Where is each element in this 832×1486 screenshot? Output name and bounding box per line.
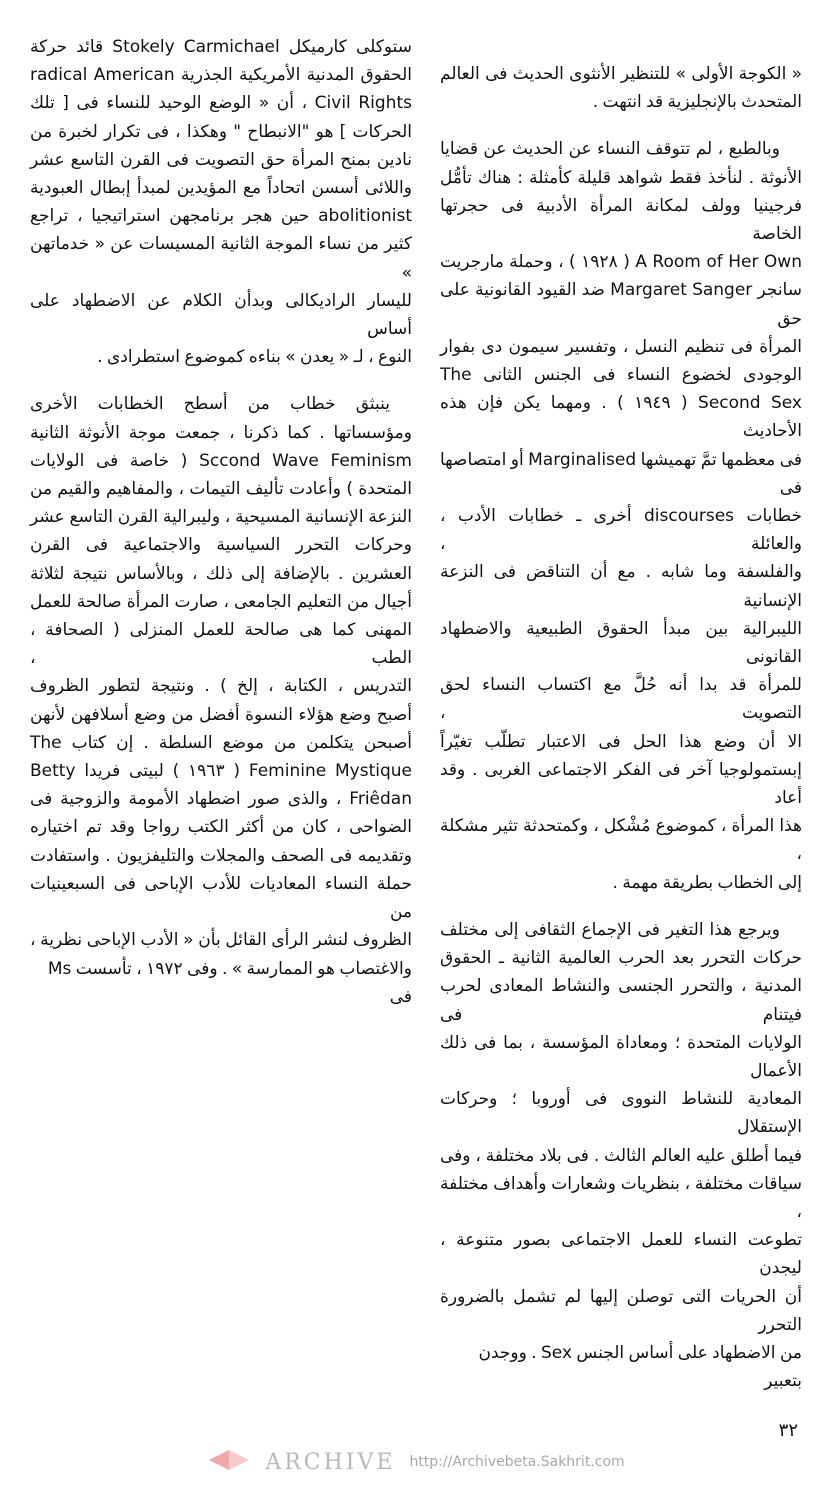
right-column [440,60,802,1414]
text-line: المعادية للنشاط النووى فى أوروبا ؛ وحركات الإستقلال [440,1089,802,1138]
text-line: هذا المرأة ، كموضوع مُشْكل ، وكمتحدثة تثير مشكلة ، [440,816,802,865]
text-line: لليسار الراديكالى وبدأن الكلام عن الاضطهاد على أساس [30,290,412,340]
text-line: المرأة فى تنظيم النسل ، وتفسير سيمون دى بفوار [440,336,802,357]
text-line: الا أن وضع هذا الحل فى الاعتبار تطلّب تغيّراً [440,731,802,752]
text-line: وبالطبع ، لم تتوقف النساء عن الحديث عن قضايا [440,139,780,160]
text-line: سياقات مختلفة ، بنظريات وشعارات وأهداف مختلفة ، [440,1173,802,1222]
text-line: ويرجع هذا التغير فى الإجماع الثقافى إلى مختلف [440,919,780,940]
paragraph [440,916,802,1395]
text-line: الظروف لنشر الرأى القائل بأن « الأدب الإباحى نظرية ، [30,930,412,951]
text-line: الحركات ] هو "الانبطاح " وهكذا ، فى تكرار لخبرة من [30,121,412,142]
text-line: فيما أطلق عليه العالم الثالث . فى بلاد مختلفة ، وفى [440,1145,802,1166]
text-line: الوجودى لخضوع النساء فى الجنس الثانى The [440,365,802,386]
text-line: الضواحى ، كان من أكثر الكتب رواجا وقد تم اختياره [30,817,412,838]
text-line: فى معظمها تمَّ تهميشها Marginalised أو امتصاصها فى [440,449,802,498]
paragraph [440,135,802,896]
text-line: abolitionist حين هجر برنامجهن استراتيجيا ، تراجع [30,206,412,227]
text-line: الحقوق المدنية الأمريكية الجذرية radical American [30,65,412,86]
text-line: الأنوثة . لنأخذ فقط شواهد قليلة كأمثلة : هناك تأمُّل [440,167,802,188]
paragraph [440,60,802,116]
text-line: فرجينيا وولف لمكانة المرأة الأدبية فى حجرتها الخاصة [440,195,802,245]
text-line: Friêdan ، والذى صور اضطهاد الأمومة والزوجية فى [30,789,412,810]
page-number: ٣٢ [778,1420,798,1442]
text-line: من الاضطهاد على أساس الجنس Sex . ووجدن بتعبير [478,1342,802,1392]
text-line: العشرين . بالإضافة إلى ذلك ، وبالأساس نتيجة لثلاثة [30,563,412,584]
text-line: A Room of Her Own ( ١٩٢٨ ) ، وحملة مارجريت [440,252,802,273]
text-line: أجيال من التعليم الجامعى ، صارت المرأة صالحة للعمل [30,591,412,612]
text-line: المدنية ، والتحرر الجنسى والنشاط المعادى لحرب فيتنام فى [440,976,802,1025]
text-line: التدريس ، الكتابة ، إلخ ) . ونتيجة لتطور الظروف [30,676,412,697]
text-line: خطابات discourses أخرى ـ خطابات الأدب ، والعائلة ، [440,506,803,555]
text-line: النوع ، لـ « يعدن » بناءه كموضوع استطرادى . [97,347,412,368]
text-line: المتحدث بالإنجليزية قد انتهت . [592,92,802,113]
paragraph [30,33,412,371]
text-line: « الكوجة الأولى » للتنظير الأنثوى الحديث فى العالم [440,64,802,84]
text-line: والاغتصاب هو الممارسة » . وفى ١٩٧٢ ، تأسست Ms فى [47,958,412,1007]
text-line: Feminine Mystique ( ١٩٦٣ ) لبيتى فريدا Betty [30,761,412,782]
text-line: المهنى كما هى صالحة للعمل المنزلى ( الصحافة ، الطب ، [30,620,412,669]
text-line: وحركات التحرر السياسية والاجتماعية فى القرن [30,535,412,556]
text-line: الولايات المتحدة ؛ ومعاداة المؤسسة ، بما فى ذلك الأعمال [440,1032,802,1081]
text-line: إلى الخطاب بطريقة مهمة . [612,872,802,893]
paragraph [30,390,412,1010]
text-line: Second Sex ( ١٩٤٩ ) . ومهما يكن فإن هذه الأحاديث [440,393,802,442]
text-line: ومؤسساتها . كما ذكرنا ، جمعت موجة الأنوثة الثانية [30,422,412,443]
text-line: النزعة الإنسانية المسيحية ، وليبرالية القرن التاسع عشر [30,507,412,528]
text-line: وتقديمه فى الصحف والمجلات والتليفزيون . واستفادت [30,845,412,866]
page-footer [30,1418,802,1486]
text-line: تطوعت النساء للعمل الاجتماعى بصور متنوعة ، ليجدن [440,1230,802,1279]
text-line: Civil Rights ، أن « الوضع الوحيد للنساء فى [ تلك [30,93,412,114]
watermark-title: ARCHIVE [265,1449,396,1475]
text-line: ستوكلى كارميكل Stokely Carmichael قائد حركة [30,37,412,57]
text-line: نادين بمنح المرأة حق التصويت فى القرن التاسع عشر [30,149,412,170]
text-line: والفلسفة وما شابه . مع أن التناقض فى النزعة الإنسانية [440,562,802,611]
text-line: حركات التحرر بعد الحرب العالمية الثانية ـ الحقوق [440,948,802,969]
watermark-url: http://Archivebeta.Sakhrit.com [409,1454,625,1471]
text-line: سانجر Margaret Sanger ضد القيود القانونية على حق [440,280,802,329]
text-line: ينبثق خطاب من أسطح الخطابات الأخرى [30,394,390,415]
text-columns [30,33,802,1414]
text-line: المتحدة ) وأعادت تأليف التيمات ، والمفاهيم والقيم من [30,479,412,500]
text-line: كثير من نساء الموجة الثانية المسيسات عن « خدماتهن » [30,234,412,283]
text-line: أن الحريات التى توصلن إليها لم تشمل بالضرورة التحرر [440,1286,802,1335]
text-line: أصبحن يتكلمن من موضع السلطة . إن كتاب The [30,732,412,753]
watermark [30,1448,802,1476]
text-line: الليبرالية بين مبدأ الحقوق الطبيعية والاضطهاد القانونى [440,618,802,668]
left-column [30,33,412,1030]
text-line: أصبح وضع هؤلاء النسوة أفضل من وضع أسلافهن لأنهن [30,704,412,725]
text-line: للمرأة قد بدا أنه حُلَّ مع اكتساب النساء لحق التصويت ، [440,675,802,724]
text-line: حملة النساء المعاديات للأدب الإباحى فى السبعينيات من [30,873,412,923]
watermark-book-icon [207,1448,251,1476]
text-line: واللائى أسسن اتحاداً مع المؤيدين لمبدأ إبطال العبودية [30,178,412,199]
text-line: إبستمولوجيا آخر فى الفكر الاجتماعى الغربى . وقد أعاد [440,759,802,809]
text-line: Sccond Wave Feminism ( خاصة فى الولايات [30,450,412,471]
